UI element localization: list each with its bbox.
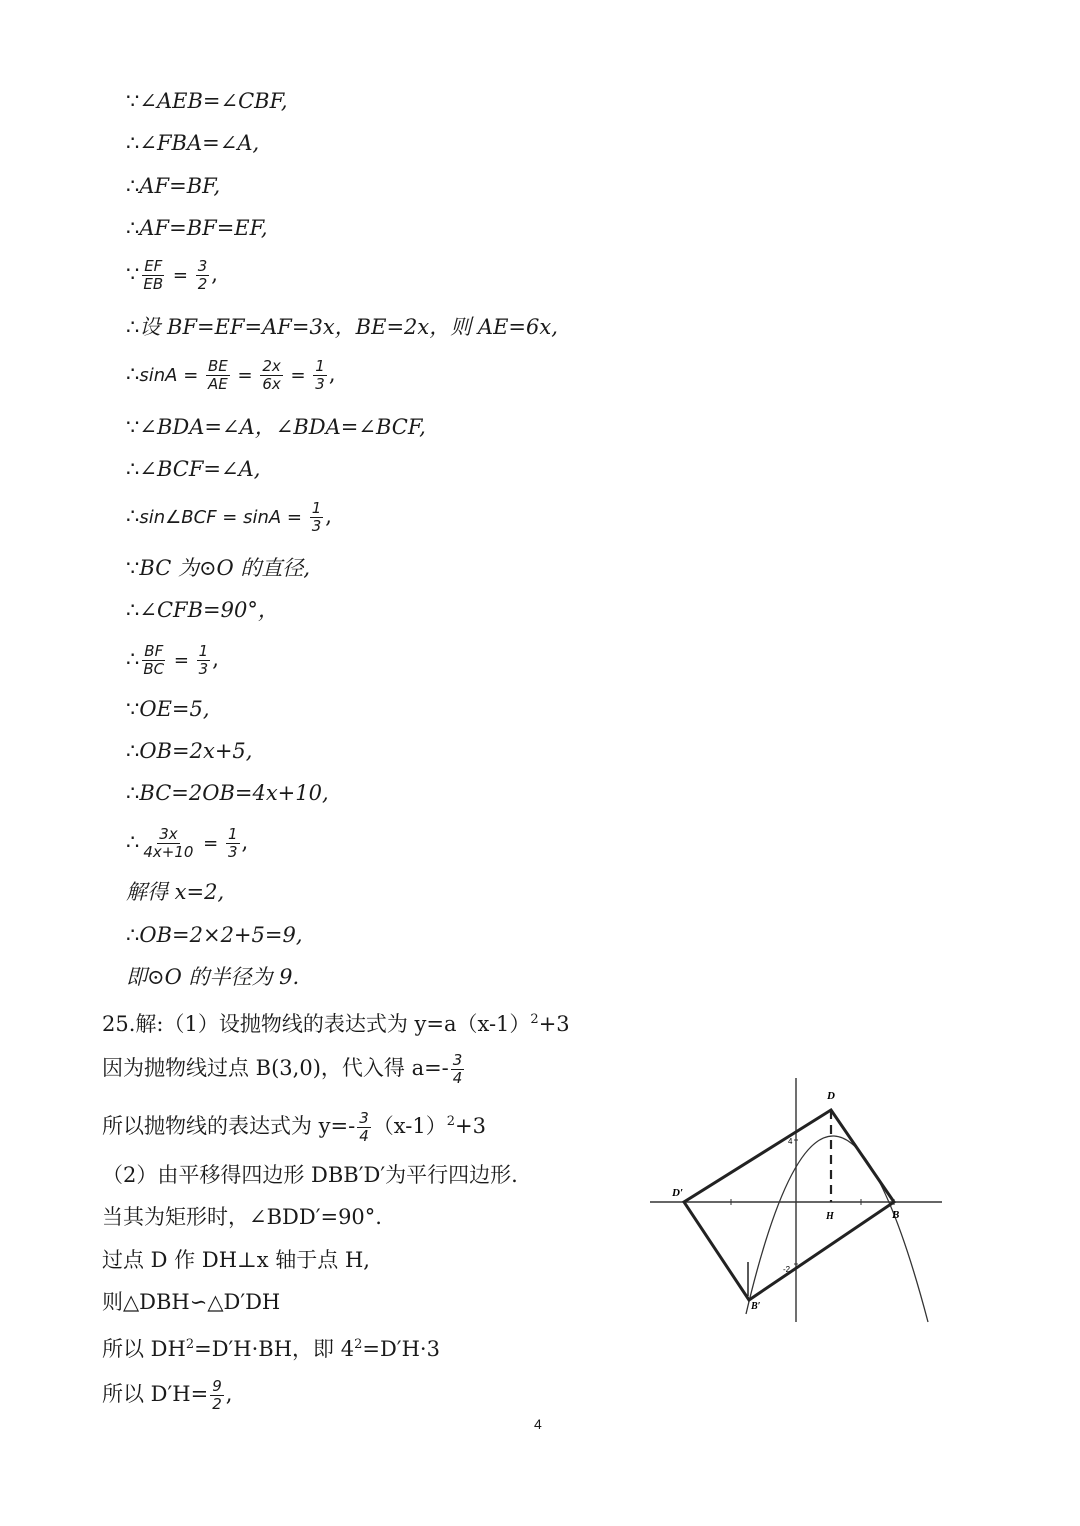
therefore-symbol: ∴ xyxy=(126,923,140,947)
solution-line xyxy=(126,737,252,765)
label-h: H xyxy=(826,1211,834,1222)
line-text: 即⊙O 的半径为 9. xyxy=(126,965,300,989)
line-text: BC 为⊙O 的直径, xyxy=(139,556,311,580)
fraction: $\frac{3}{2}$ xyxy=(197,257,208,293)
therefore-symbol: ∵ xyxy=(126,415,140,439)
solution-line xyxy=(126,455,260,483)
therefore-symbol: ∴ xyxy=(126,216,140,240)
parabola-curve xyxy=(746,1136,928,1322)
equals-sign: = xyxy=(197,833,224,854)
fraction: $\frac{1}{3}$ xyxy=(311,499,322,535)
therefore-symbol: ∴ xyxy=(126,131,140,155)
line-text: ∠CFB=90°， xyxy=(139,598,279,622)
line-text: AF=BF, xyxy=(139,174,221,198)
solution-line xyxy=(126,878,224,906)
fraction: $\frac{1}{3}$ xyxy=(315,357,325,393)
tick-label-4: 4 xyxy=(788,1137,793,1146)
therefore-symbol: ∴ xyxy=(126,457,140,481)
therefore-symbol: ∴ xyxy=(126,174,140,198)
solution-line xyxy=(126,554,310,582)
q25-line-9: 所以 D′H= $\frac{9}{2}$ , xyxy=(102,1377,233,1413)
line-text: AF=BF=EF, xyxy=(139,216,268,240)
line-text: OB=2x+5, xyxy=(139,739,253,763)
line-text: ∠BDA=∠A，∠BDA=∠BCF, xyxy=(139,415,426,439)
tick-label-minus-2: -2 xyxy=(783,1265,791,1274)
solution-line xyxy=(126,258,218,293)
solution-line xyxy=(126,596,279,624)
q25-line-4: （2）由平移得四边形 DBB′D′为平行四边形. xyxy=(102,1163,518,1187)
fraction: $\frac{BF}{BC}$ xyxy=(143,642,165,678)
q25-line-3: 所以抛物线的表达式为 y=- $\frac{3}{4}$ $(x-1)^2+3$ xyxy=(102,1109,486,1145)
q25-line-1: 25.解:（1）设抛物线的表达式为 $y=a(x-1)^2+3$ xyxy=(102,1012,570,1036)
label-d: D xyxy=(827,1090,835,1102)
punctuation: , xyxy=(241,830,249,854)
line-text: ∠AEB=∠CBF, xyxy=(139,89,288,113)
therefore-symbol: ∴ xyxy=(126,830,140,854)
solution-line xyxy=(126,826,248,861)
q25-line-2: 因为抛物线过点 B(3,0)，代入得 a=- $\frac{3}{4}$ xyxy=(102,1051,463,1087)
punctuation: , xyxy=(328,362,336,386)
line-text: OE=5, xyxy=(139,697,210,721)
label-b-prime: B′ xyxy=(751,1301,761,1312)
q25-line-7: 则△DBH∽△D′DH xyxy=(102,1290,281,1314)
therefore-symbol: ∴ xyxy=(126,781,140,805)
line-text: ∠BCF=∠A, xyxy=(139,457,261,481)
line-text: ∠FBA=∠A, xyxy=(139,131,260,155)
therefore-symbol: ∵ xyxy=(126,697,140,721)
line-text: 解得 x=2, xyxy=(126,880,225,904)
fraction: $\frac{1}{3}$ xyxy=(198,642,209,678)
equals-sign: = xyxy=(231,365,259,386)
formula-lead: sin∠BCF = sinA = xyxy=(139,507,308,528)
label-b: B xyxy=(892,1209,900,1221)
therefore-symbol: ∴ xyxy=(126,739,140,763)
solution-line xyxy=(126,963,299,991)
equals-sign: = xyxy=(168,650,195,671)
solution-line xyxy=(126,921,303,949)
solution-line xyxy=(126,695,210,723)
fraction: $\frac{3x}{4x+10}$ xyxy=(143,825,194,861)
line-text: OB=2×2+5=9, xyxy=(139,923,303,947)
solution-line xyxy=(126,500,332,535)
solution-line xyxy=(126,413,426,441)
therefore-symbol: ∴ xyxy=(126,362,140,386)
equals-sign: = xyxy=(284,365,312,386)
therefore-symbol: ∴ xyxy=(126,315,140,339)
fraction: $\frac{1}{3}$ xyxy=(227,825,238,861)
therefore-symbol: ∵ xyxy=(126,89,140,113)
punctuation: , xyxy=(212,647,219,671)
solution-line xyxy=(126,358,336,393)
therefore-symbol: ∴ xyxy=(126,504,140,528)
fraction: $\frac{EF}{EB}$ xyxy=(143,257,164,293)
solution-line xyxy=(126,313,558,341)
solution-line xyxy=(126,87,288,115)
q25-line-5: 当其为矩形时，∠BDD′=90°. xyxy=(102,1205,382,1229)
solution-line xyxy=(126,129,259,157)
equals-sign: = xyxy=(167,265,194,286)
punctuation: , xyxy=(325,504,332,528)
page-number: 4 xyxy=(534,1416,542,1432)
parabola-rectangle-diagram xyxy=(646,1074,946,1324)
solution-line xyxy=(126,214,268,242)
q25-line-8: 所以 $DH^2=D'H\cdot BH$，即 $4^2=D'H\cdot 3$ xyxy=(102,1337,440,1361)
label-d-prime: D′ xyxy=(672,1187,684,1199)
line-text: 设 BF=EF=AF=3x，BE=2x，则 AE=6x, xyxy=(139,315,558,339)
q25-line-6: 过点 D 作 DH⊥x 轴于点 H, xyxy=(102,1248,370,1272)
fraction: $\frac{BE}{AE}$ xyxy=(208,357,228,393)
therefore-symbol: ∴ xyxy=(126,598,140,622)
line-text: BC=2OB=4x+10, xyxy=(139,781,329,805)
solution-line xyxy=(126,779,329,807)
formula-lead: sinA = xyxy=(139,365,205,386)
therefore-symbol: ∴ xyxy=(126,647,140,671)
solution-line xyxy=(126,643,219,678)
punctuation: , xyxy=(211,262,218,286)
therefore-symbol: ∵ xyxy=(126,556,140,580)
fraction: $\frac{2x}{6x}$ xyxy=(262,357,281,393)
solution-line xyxy=(126,172,220,200)
therefore-symbol: ∵ xyxy=(126,262,140,286)
